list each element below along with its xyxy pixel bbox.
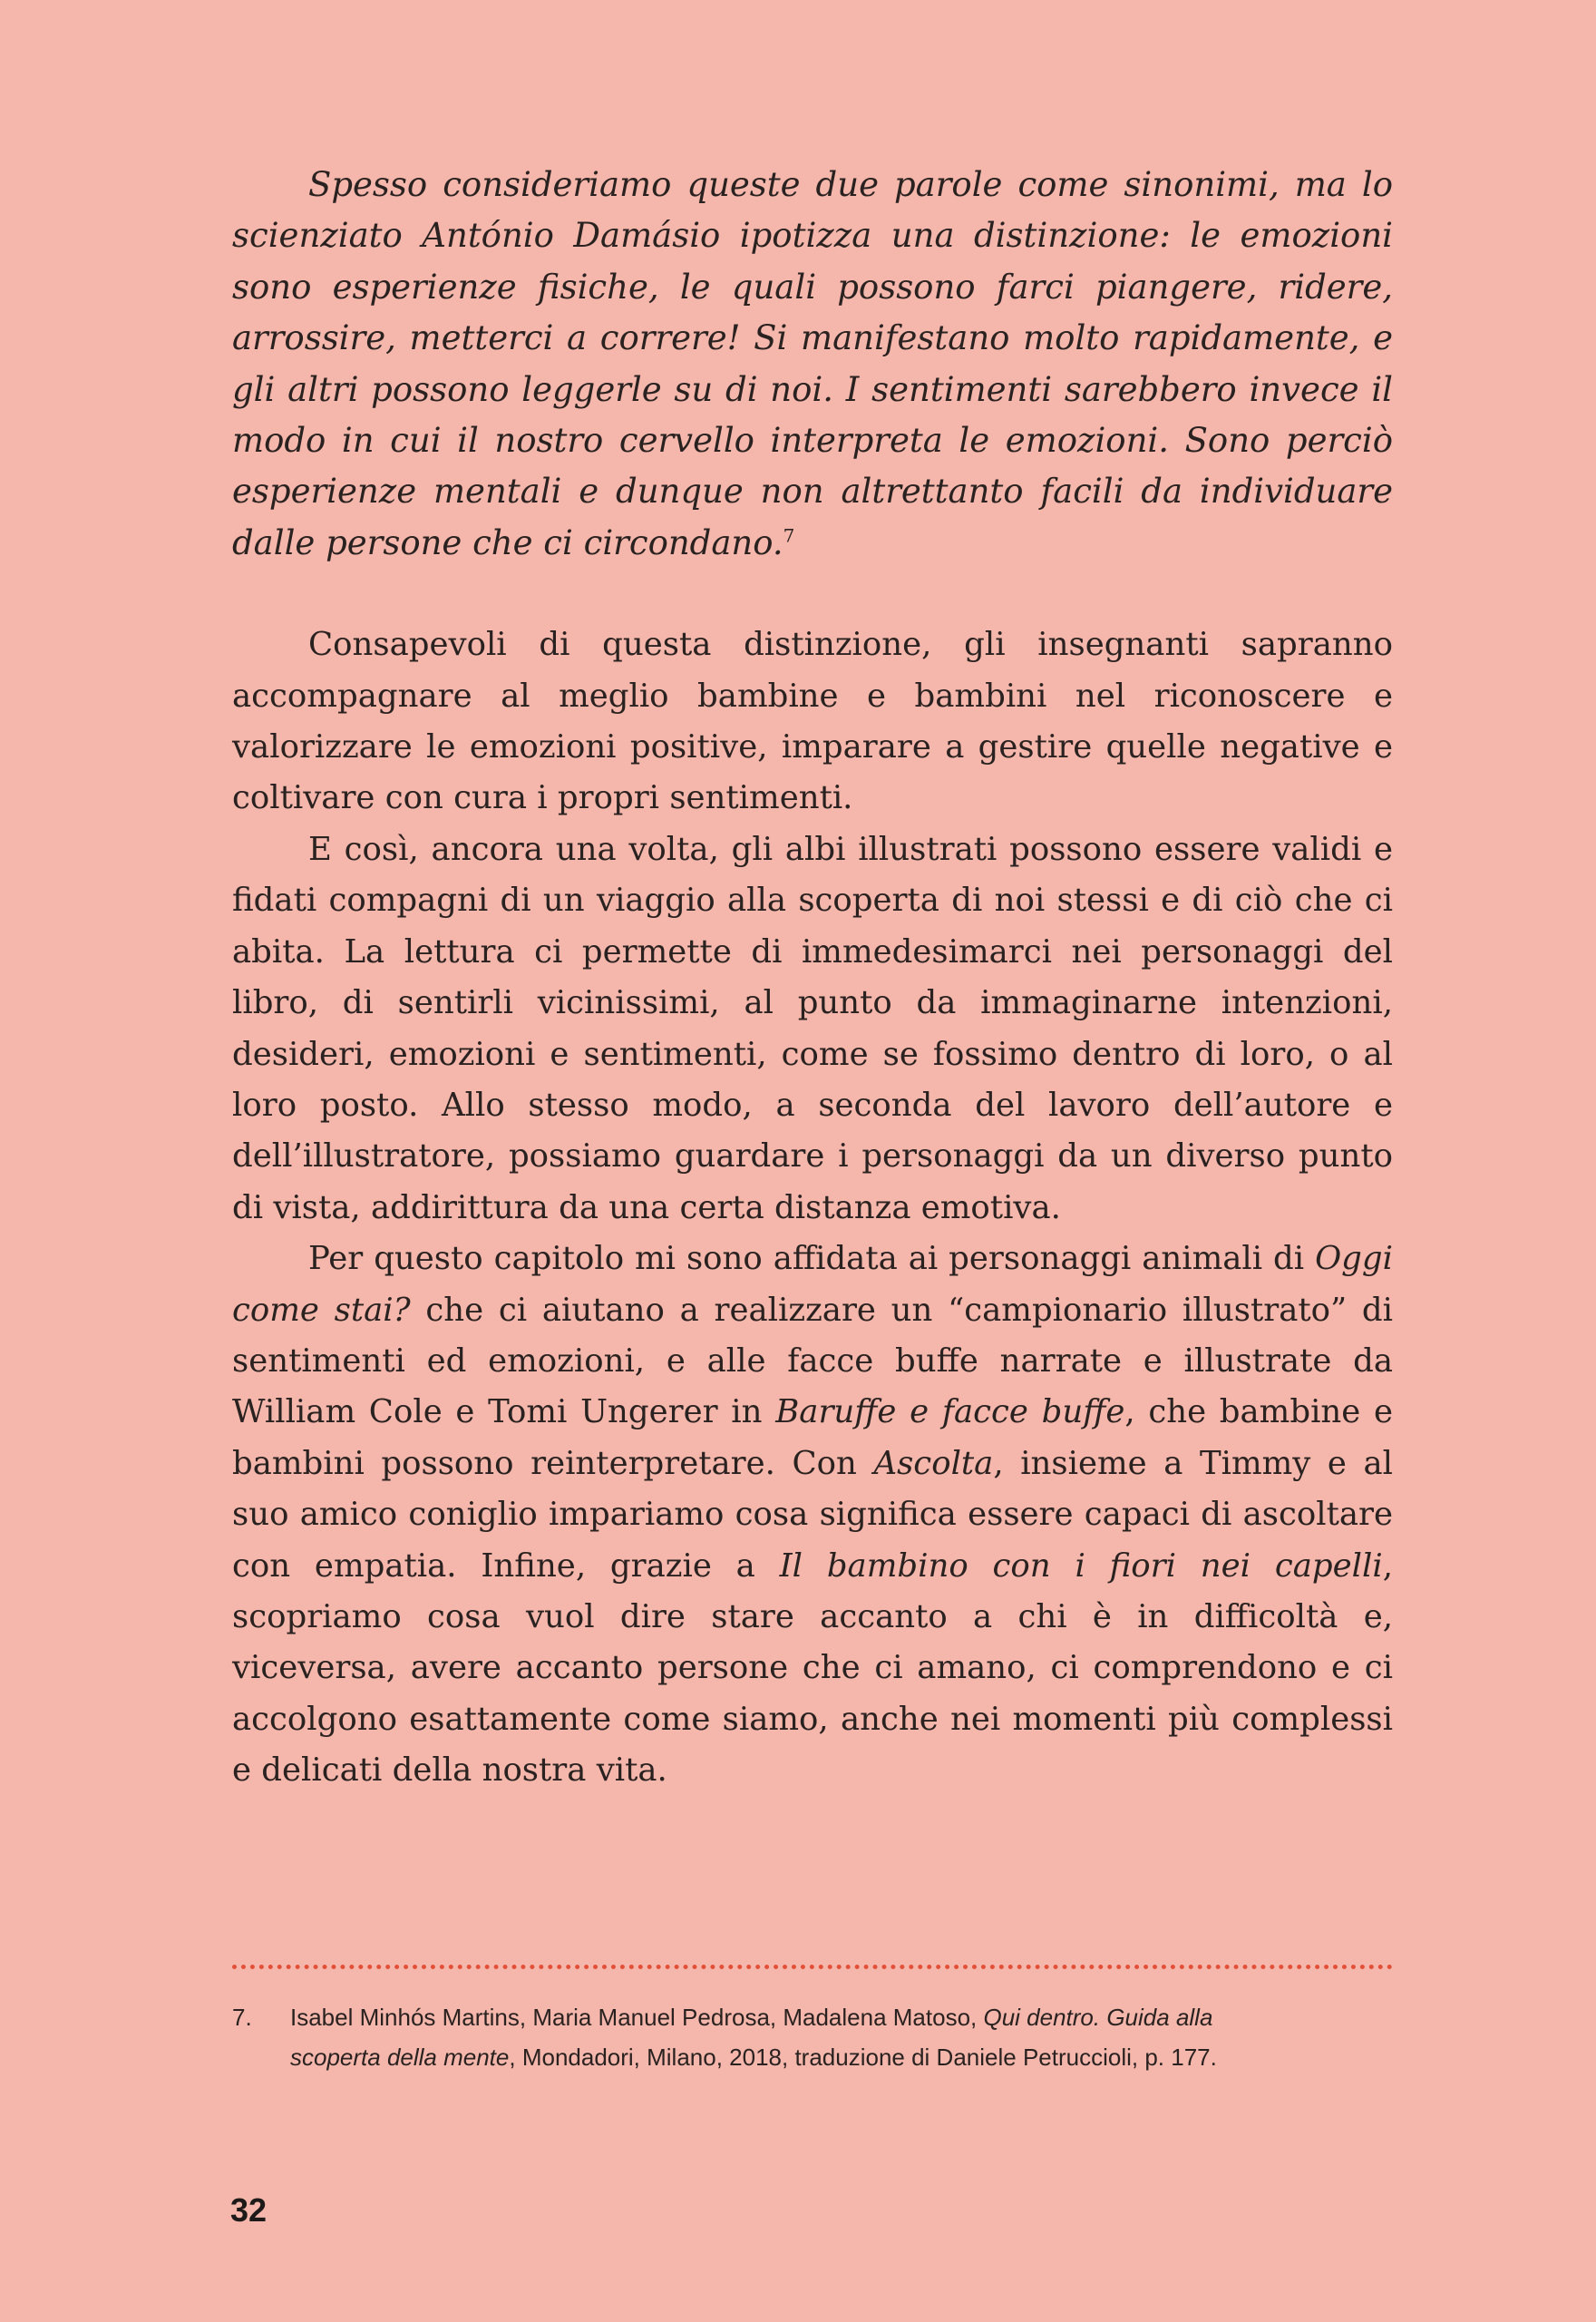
body-paragraph-2: E così, ancora una volta, gli albi illustrati possono essere validi e fidati compagni di un viaggio alla scoperta di noi stessi e di ciò che ci abita. La lettura ci permette di immedesimarci nei personaggi del libro, di sentirli vicinissimi, al punto da immaginarne intenzioni, desideri, emozioni e sentimenti, come se fossimo dentro di loro, o al loro posto. Allo stesso modo, a seconda del lavoro dell’autore e dell’illustratore, possiamo guardare i personaggi da un diverso punto di vista, addirittura da una certa distanza emotiva. (232, 830, 1393, 1226)
footnote (232, 1997, 1230, 2077)
footnote-reference: 7 (783, 524, 795, 547)
page-content (232, 160, 1393, 1797)
p3-text-3: , che bambine e bambini possono reinterpretare. Con (232, 1393, 1393, 1482)
p3-text-5: , scopriamo cosa vuol dire stare accanto a chi è in difficoltà e, viceversa, avere accanto persone che ci amano, ci comprendono e ci accolgono esattamente come siamo, anche nei momenti più complessi e delicati della nostra vita. (232, 1546, 1393, 1790)
intro-paragraph (232, 160, 1393, 569)
footnote-text (290, 1997, 1230, 2077)
footnote-number: 7. (232, 2004, 252, 2031)
book-title-baruffe: Baruffe e facce buffe (775, 1393, 1125, 1431)
book-title-oggi-come-stai: Oggi come stai? (232, 1240, 1393, 1329)
book-title-bambino-fiori: Il bambino con i fiori nei capelli (779, 1546, 1383, 1585)
page-number: 32 (230, 2191, 268, 2229)
footnote-divider (232, 1965, 1393, 1969)
body-paragraph-1: Consapevoli di questa distinzione, gli insegnanti sapranno accompagnare al meglio bambine e bambini nel riconoscere e valorizzare le emozioni positive, imparare a gestire quelle negative e coltivare con cura i propri sentimenti. (232, 626, 1393, 817)
body-text (232, 620, 1393, 1796)
footnote-text-1: Isabel Minhós Martins, Maria Manuel Pedrosa, Madalena Matoso, (290, 2004, 984, 2031)
p3-text-2: che ci aiutano a realizzare un “campionario illustrato” di sentimenti ed emozioni, e alle facce buffe narrate e illustrate da William Cole e Tomi Ungerer in (232, 1291, 1393, 1431)
footnote-book-title: Qui dentro. Guida alla scoperta della mente (290, 2004, 1213, 2071)
book-title-ascolta: Ascolta (873, 1444, 994, 1482)
p3-text-4: , insieme a Timmy e al suo amico coniglio impariamo cosa significa essere capaci di ascoltare con empatia. Infine, grazie a (232, 1444, 1393, 1585)
footnote-text-2: , Mondadori, Milano, 2018, traduzione di Daniele Petruccioli, p. 177. (509, 2044, 1217, 2071)
p3-text-1: Per questo capitolo mi sono affidata ai personaggi animali di (308, 1240, 1316, 1278)
intro-text: Spesso consideriamo queste due parole come sinonimi, ma lo scienziato António Damásio ipotizza una distinzione: le emozioni sono esperienze fisiche, le quali possono farci piangere, ridere, arrossire, metterci a correre! Si manifestano molto rapidamente, e gli altri possono leggerle su di noi. I sentimenti sarebbero invece il modo in cui il nostro cervello interpreta le emozioni. Sono perciò esperienze mentali e dunque non altrettanto facili da individuare dalle persone che ci circondano. (232, 165, 1393, 562)
body-paragraph-3 (232, 1234, 1393, 1796)
